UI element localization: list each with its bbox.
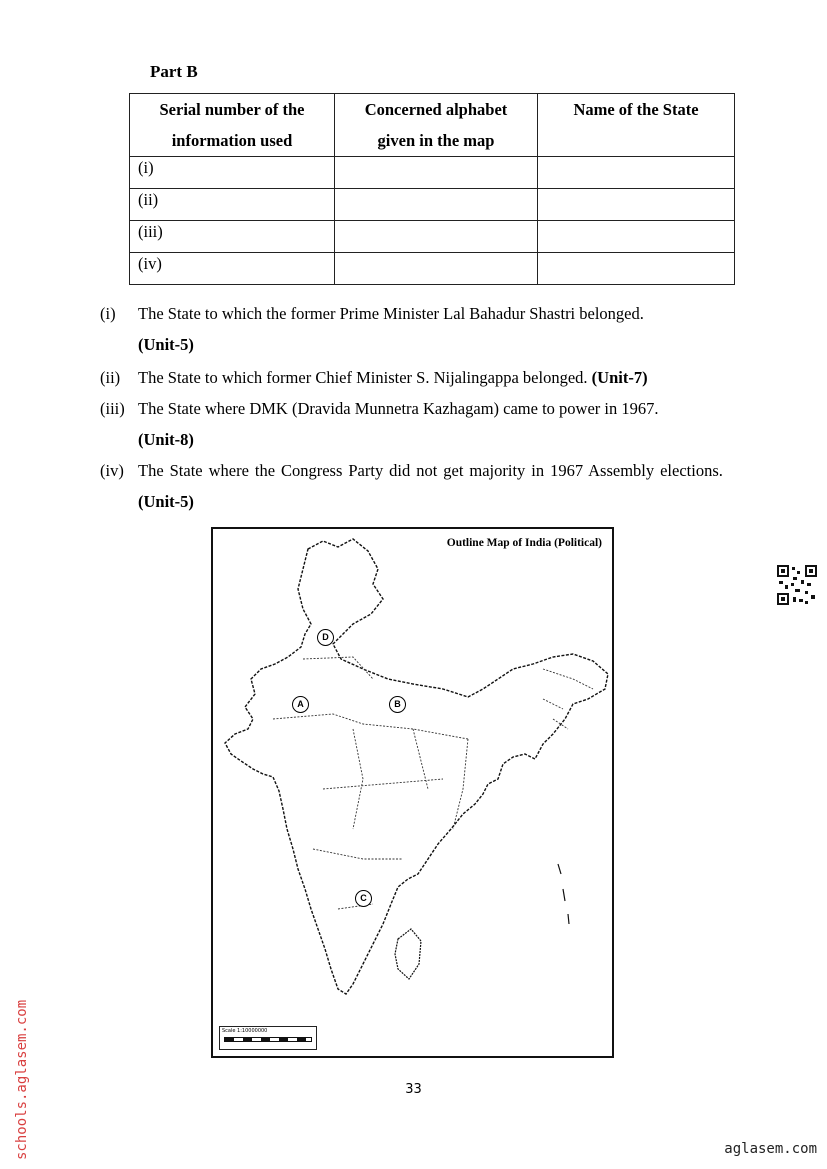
question-item [100, 362, 727, 393]
table-row [130, 253, 735, 285]
state-cell [538, 221, 735, 253]
question-item [100, 393, 727, 455]
header-serial-number: Serial number of the information used [130, 94, 335, 157]
question-text: The State where the Congress Party did not get majority in 1967 Assembly elections. [138, 461, 723, 480]
alphabet-cell [335, 253, 538, 285]
part-title: Part B [150, 62, 198, 81]
question-unit: (Unit-5) [138, 492, 194, 511]
question-item [100, 298, 727, 360]
table-header-row [130, 94, 735, 157]
header-concerned-alphabet: Concerned alphabet given in the map [335, 94, 538, 157]
side-watermark: schools.aglasem.com [14, 999, 30, 1160]
state-cell [538, 253, 735, 285]
map-label-b: B [389, 696, 406, 713]
map-label-a: A [292, 696, 309, 713]
india-outline-map [211, 527, 614, 1058]
table-row [130, 157, 735, 189]
alphabet-cell [335, 189, 538, 221]
table-row [130, 221, 735, 253]
question-text: The State where DMK (Dravida Munnetra Kazhagam) came to power in 1967. [138, 399, 659, 418]
map-scale-text: Scale 1:10000000 [222, 1028, 268, 1034]
question-text: The State to which the former Prime Minister Lal Bahadur Shastri belonged. [138, 304, 644, 323]
serial-cell: (i) [130, 157, 335, 189]
map-scale [219, 1026, 317, 1050]
alphabet-cell [335, 221, 538, 253]
question-number: (iv) [100, 461, 124, 480]
scale-bar [224, 1037, 312, 1042]
serial-cell: (iv) [130, 253, 335, 285]
question-item [100, 455, 727, 517]
header-state-name: Name of the State [538, 94, 735, 157]
table-row [130, 189, 735, 221]
question-unit: (Unit-7) [591, 368, 648, 387]
page-number: 33 [405, 1082, 422, 1097]
question-text: The State to which former Chief Minister S. Nijalingappa belonged. [138, 368, 588, 387]
state-cell [538, 157, 735, 189]
bottom-watermark: aglasem.com [724, 1141, 817, 1157]
question-number: (i) [100, 304, 116, 323]
serial-cell: (iii) [130, 221, 335, 253]
alphabet-cell [335, 157, 538, 189]
map-label-c: C [355, 890, 372, 907]
question-number: (ii) [100, 368, 121, 387]
map-title: Outline Map of India (Political) [446, 537, 602, 549]
serial-cell: (ii) [130, 189, 335, 221]
question-unit: (Unit-8) [138, 430, 194, 449]
map-label-d: D [317, 629, 334, 646]
state-cell [538, 189, 735, 221]
india-map-outline-icon [213, 529, 612, 1056]
question-unit: (Unit-5) [138, 335, 194, 354]
qr-code-icon [777, 565, 817, 605]
question-number: (iii) [100, 399, 125, 418]
answer-table [129, 93, 735, 285]
